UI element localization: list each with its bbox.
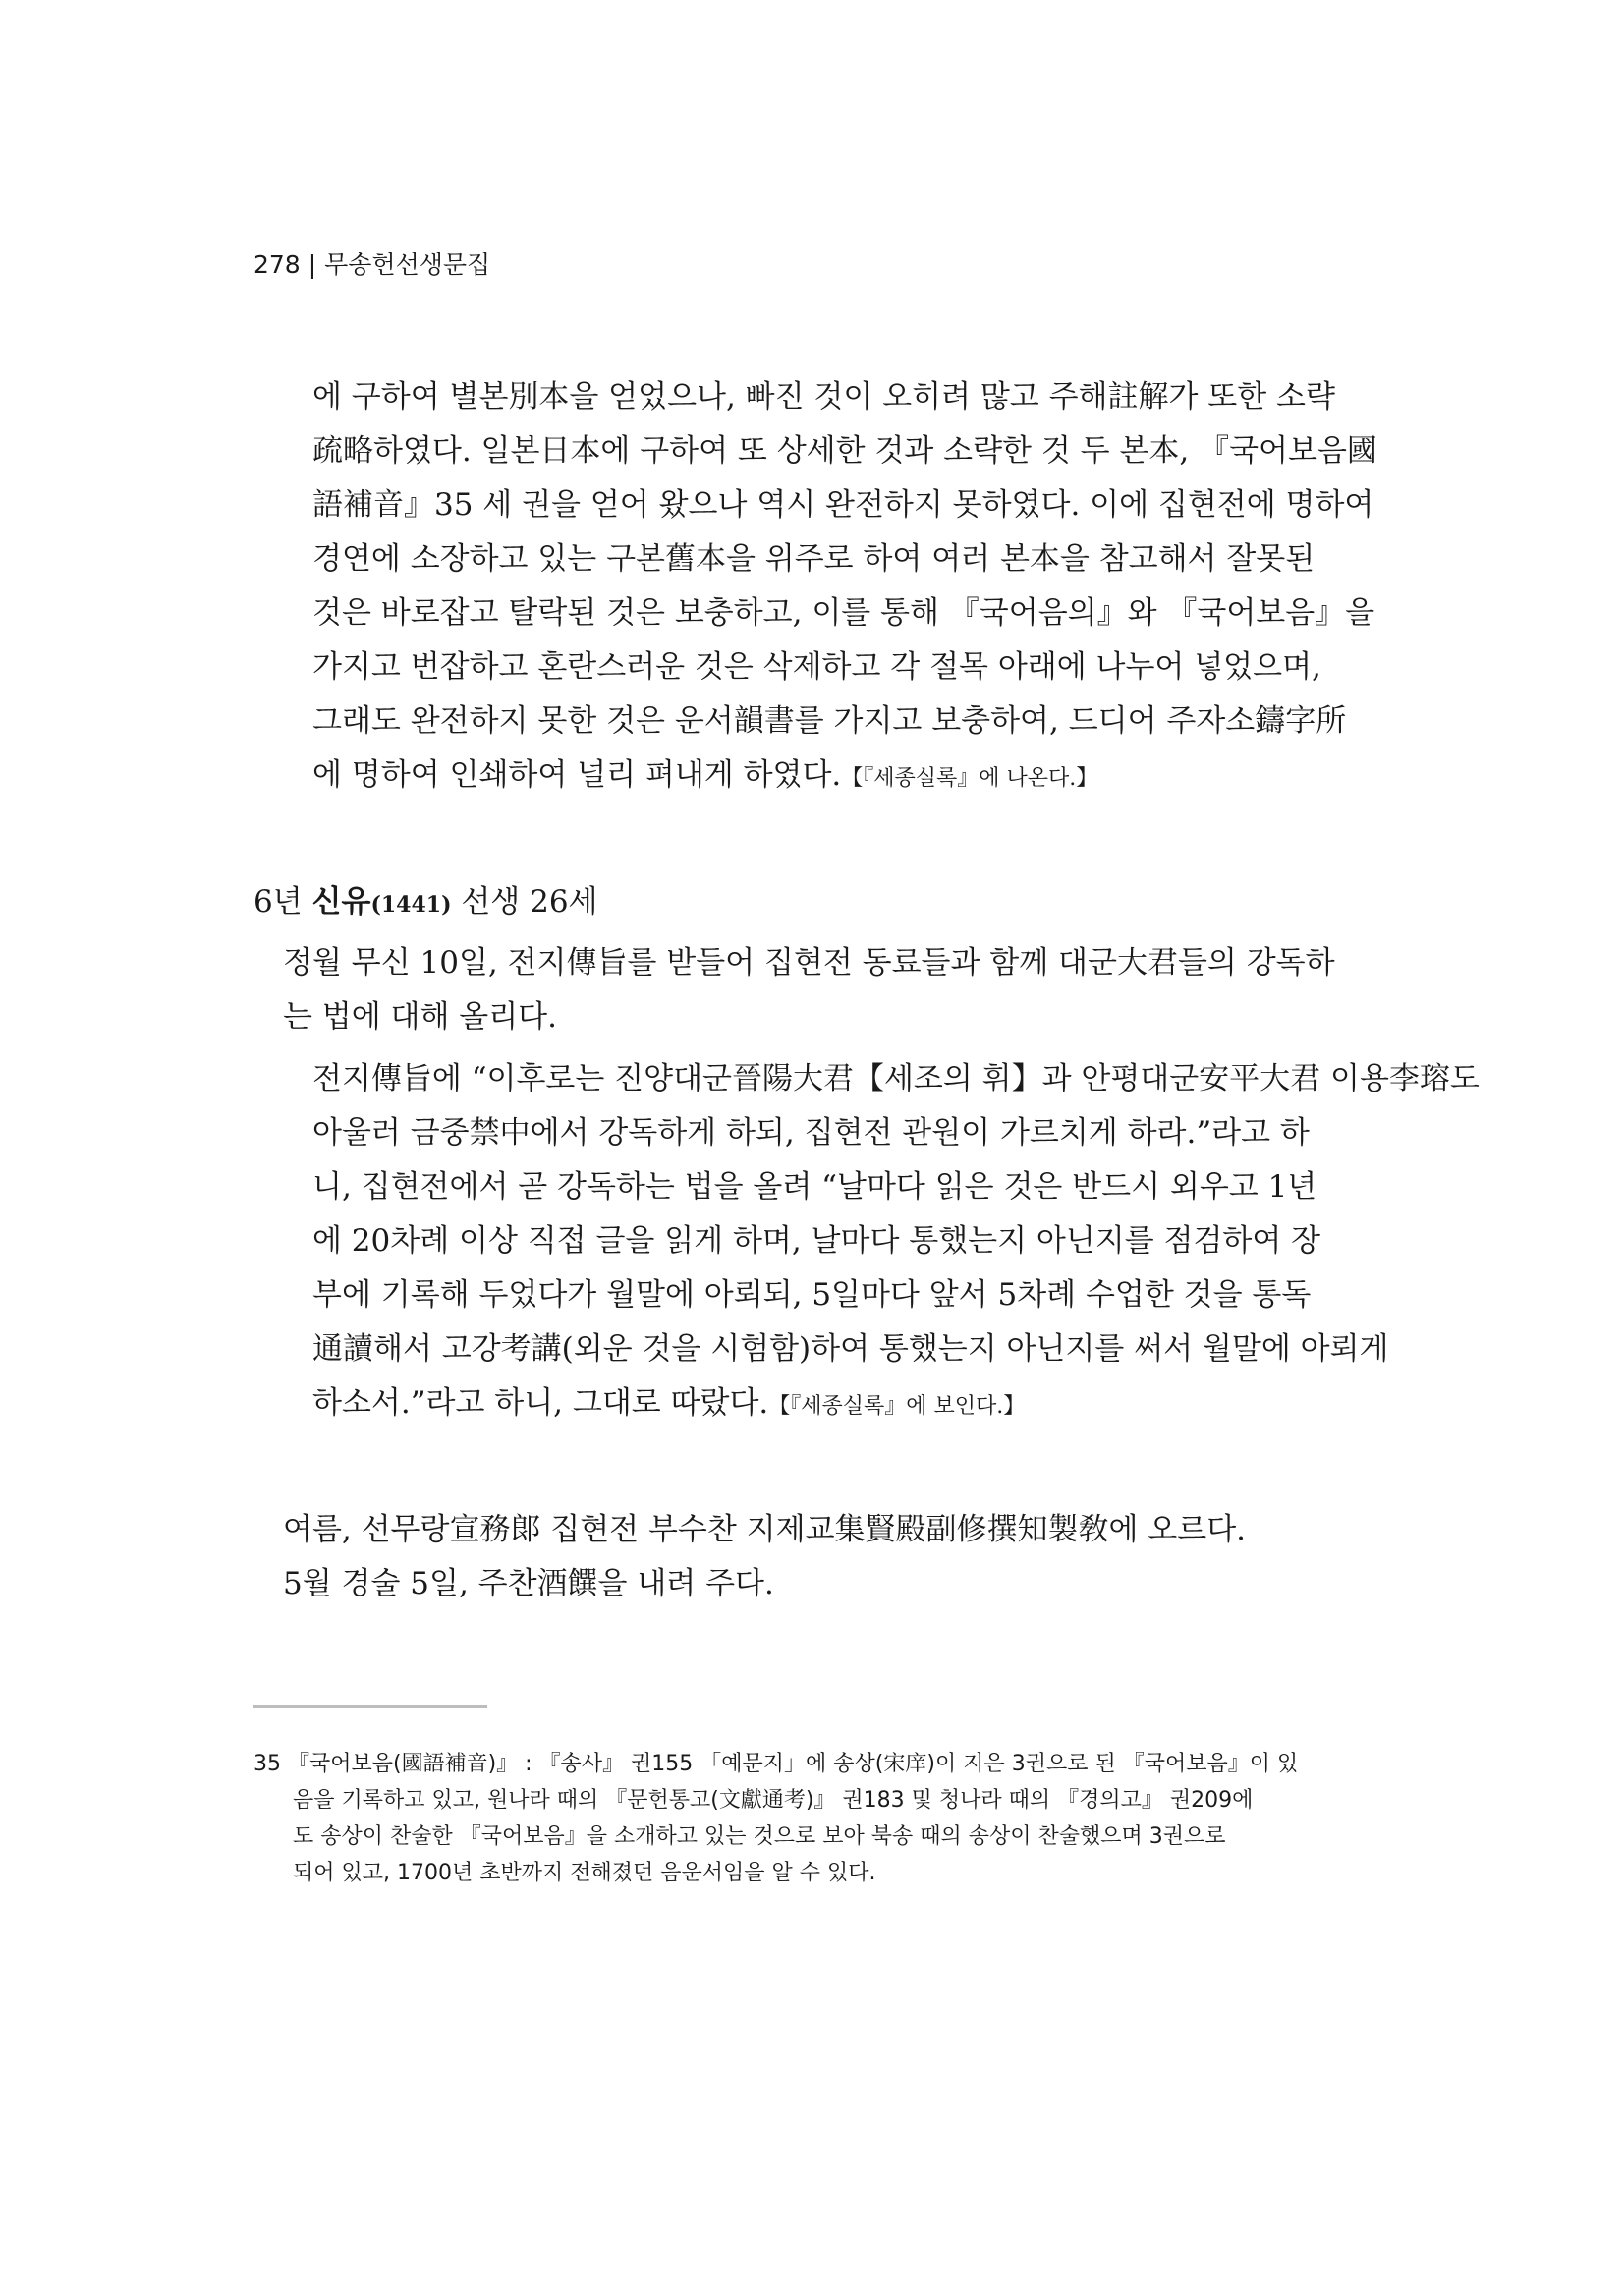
header-separator: | <box>308 251 317 279</box>
footnote-divider <box>253 1705 487 1708</box>
footnote-line: 되어 있고, 1700년 초반까지 전해졌던 음운서임을 알 수 있다. <box>293 1861 876 1885</box>
paragraph-line <box>312 756 1097 799</box>
footnote-line: 도 송상이 찬술한 『국어보음』을 소개하고 있는 것으로 보아 북송 때의 송상이 찬술했으며 3권으로 <box>293 1824 1226 1849</box>
paragraph-line: 가지고 번잡하고 혼란스러운 것은 삭제하고 각 절목 아래에 나누어 넣었으며, <box>312 649 1321 685</box>
year-suffix: 선생 26세 <box>451 884 598 920</box>
footnote-line: 35 『국어보음(國語補音)』 : 『송사』 권155 「예문지」에 송상(宋庠)이 지은 3권으로 된 『국어보음』이 있 <box>253 1752 1299 1776</box>
detail-line: 에 20차례 이상 직접 글을 읽게 하며, 날마다 통했는지 아닌지를 점검하여 장 <box>312 1223 1321 1259</box>
detail-line: 전지傳旨에 “이후로는 진양대군晉陽大君【세조의 휘】과 안평대군安平大君 이용李瑢도 <box>312 1061 1480 1096</box>
paragraph-line: 에 구하여 별본別本을 얻었으나, 빠진 것이 오히려 많고 주해註解가 또한 소략 <box>312 379 1335 415</box>
paragraph-text: 에 명하여 인쇄하여 널리 펴내게 하였다. <box>312 757 842 793</box>
year-prefix: 6년 <box>253 884 312 920</box>
detail-line: 니, 집현전에서 곧 강독하는 법을 올려 “날마다 읽은 것은 반드시 외우고 1년 <box>312 1169 1317 1204</box>
source-note: 【『세종실록』에 보인다.】 <box>768 1394 1026 1419</box>
footnote-line: 음을 기록하고 있고, 원나라 때의 『문헌통고(文獻通考)』 권183 및 청나라 때의 『경의고』 권209에 <box>293 1788 1254 1813</box>
year-name: 신유 <box>311 884 371 920</box>
entry-line: 정월 무신 10일, 전지傳旨를 받들어 집현전 동료들과 함께 대군大君들의 강독하 <box>283 945 1335 980</box>
paragraph-line: 疏略하였다. 일본日本에 구하여 또 상세한 것과 소략한 것 두 본本, 『국어보음國 <box>312 433 1377 469</box>
entry-line: 5월 경술 5일, 주찬酒饌을 내려 주다. <box>283 1566 774 1601</box>
page-number: 278 <box>253 251 301 279</box>
paragraph-line: 語補音』35 세 권을 얻어 왔으나 역시 완전하지 못하였다. 이에 집현전에 명하여 <box>312 487 1374 523</box>
source-note: 【『세종실록』에 나온다.】 <box>841 766 1098 791</box>
book-title: 무송헌선생문집 <box>324 251 491 279</box>
paragraph-line: 것은 바로잡고 탈락된 것은 보충하고, 이를 통해 『국어음의』와 『국어보음』을 <box>312 595 1375 631</box>
year-heading <box>253 882 598 924</box>
paragraph-line: 경연에 소장하고 있는 구본舊本을 위주로 하여 여러 본本을 참고해서 잘못된 <box>312 541 1316 577</box>
entry-line: 여름, 선무랑宣務郞 집현전 부수찬 지제교集賢殿副修撰知製敎에 오르다. <box>283 1512 1247 1547</box>
year-number: (1441) <box>370 892 452 918</box>
entry-line: 는 법에 대해 올리다. <box>283 999 557 1035</box>
detail-line: 아울러 금중禁中에서 강독하게 하되, 집현전 관원이 가르치게 하라.”라고 하 <box>312 1115 1310 1150</box>
paragraph-line: 그래도 완전하지 못한 것은 운서韻書를 가지고 보충하여, 드디어 주자소鑄字所 <box>312 703 1347 739</box>
detail-line <box>312 1383 1025 1427</box>
detail-text: 하소서.”라고 하니, 그대로 따랐다. <box>312 1385 769 1421</box>
running-header <box>253 246 490 281</box>
detail-line: 부에 기록해 두었다가 월말에 아뢰되, 5일마다 앞서 5차례 수업한 것을 통독 <box>312 1277 1312 1313</box>
detail-line: 通讀해서 고강考講(외운 것을 시험함)하여 통했는지 아닌지를 써서 월말에 아뢰게 <box>312 1331 1389 1367</box>
